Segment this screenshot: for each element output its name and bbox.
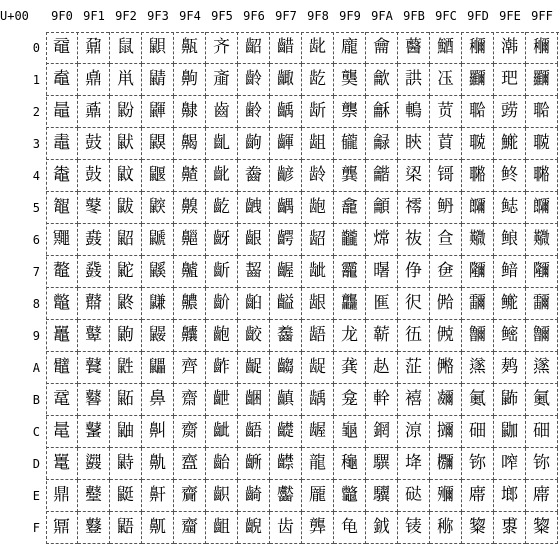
glyph-cell: 鼢	[110, 96, 142, 128]
glyph-cell: 齹	[270, 320, 302, 352]
glyph-cell: 鼔	[78, 160, 110, 192]
row-header: 1	[32, 73, 40, 87]
glyph-cell: 鼓	[78, 128, 110, 160]
glyph-cell: 鼛	[78, 384, 110, 416]
glyph-cell: 龕	[334, 192, 366, 224]
row-header: 9	[32, 329, 40, 343]
glyph-cell: 鿖	[430, 224, 462, 256]
glyph-cell: 鿮	[526, 480, 558, 512]
glyph-cell: 鼆	[46, 224, 78, 256]
glyph-cell: 鼹	[142, 320, 174, 352]
glyph-cell: 鿔	[430, 160, 462, 192]
glyph-cell: 齺	[270, 352, 302, 384]
glyph-cell: 齙	[206, 320, 238, 352]
glyph-cell: 鼁	[46, 64, 78, 96]
glyph-cell: 龤	[366, 160, 398, 192]
glyph-cell: 鿃	[398, 128, 430, 160]
row-header: F	[32, 521, 40, 535]
glyph-cell: 鼱	[142, 64, 174, 96]
glyph-cell: 龋	[302, 384, 334, 416]
glyph-cell: 鼵	[142, 192, 174, 224]
glyph-cell: 龝	[334, 448, 366, 480]
glyph-cell: 齫	[238, 384, 270, 416]
glyph-cell: 龠	[366, 32, 398, 64]
glyph-cell: 鼮	[110, 480, 142, 512]
glyph-cell: 鿫	[462, 384, 494, 416]
row-header: 2	[32, 105, 40, 119]
column-header: 9F1	[83, 9, 105, 23]
glyph-cell: 鿡	[462, 64, 494, 96]
glyph-cell: 齍	[174, 448, 206, 480]
glyph-cell: 齤	[238, 160, 270, 192]
glyph-cell: 鼭	[110, 448, 142, 480]
glyph-cell: 鿮	[462, 480, 494, 512]
glyph-cell: 龊	[302, 352, 334, 384]
column-header: 9F5	[211, 9, 233, 23]
glyph-cell: 鿳	[494, 128, 526, 160]
glyph-cell: 鿻	[494, 384, 526, 416]
glyph-cell: 龨	[366, 288, 398, 320]
column-header: 9FD	[467, 9, 489, 23]
glyph-cell: 黿	[46, 32, 78, 64]
glyph-cell: 鼍	[46, 448, 78, 480]
glyph-cell: 龍	[302, 448, 334, 480]
glyph-cell: 龗	[334, 256, 366, 288]
glyph-cell: 鼴	[142, 160, 174, 192]
glyph-cell: 齝	[206, 448, 238, 480]
glyph-cell: 鿬	[526, 416, 558, 448]
glyph-cell: 鼺	[142, 352, 174, 384]
glyph-cell: 齞	[206, 480, 238, 512]
glyph-cell: 鼠	[110, 32, 142, 64]
row-header: 3	[32, 137, 40, 151]
glyph-cell: 鼪	[110, 352, 142, 384]
glyph-cell: 鼳	[142, 128, 174, 160]
glyph-cell: 龧	[366, 256, 398, 288]
glyph-cell: 鿇	[398, 256, 430, 288]
glyph-cell: 鿫	[526, 384, 558, 416]
glyph-cell: 鼣	[110, 128, 142, 160]
glyph-cell: 鿆	[398, 224, 430, 256]
glyph-cell: 鼈	[46, 288, 78, 320]
glyph-cell: 鼗	[78, 256, 110, 288]
glyph-cell: 鿞	[430, 480, 462, 512]
glyph-cell: 鿙	[430, 320, 462, 352]
glyph-cell: 鼩	[110, 320, 142, 352]
glyph-cell: 鿯	[462, 512, 494, 544]
glyph-cell: 鿒	[430, 96, 462, 128]
glyph-cell: 龣	[366, 128, 398, 160]
glyph-cell: 齽	[270, 448, 302, 480]
glyph-cell: 鿣	[462, 128, 494, 160]
glyph-cell: 鿓	[430, 128, 462, 160]
glyph-cell: 龀	[302, 32, 334, 64]
glyph-cell: 鿦	[462, 224, 494, 256]
glyph-cell: 齉	[174, 320, 206, 352]
glyph-cell: 鿕	[430, 192, 462, 224]
glyph-cell: 鿰	[494, 32, 526, 64]
glyph-cell: 齯	[238, 512, 270, 544]
glyph-cell: 鿷	[494, 256, 526, 288]
glyph-cell: 鿌	[398, 416, 430, 448]
glyph-cell: 齪	[238, 352, 270, 384]
glyph-cell: 鼯	[110, 512, 142, 544]
glyph-cell: 鿠	[526, 32, 558, 64]
column-header: 9FE	[499, 9, 521, 23]
glyph-cell: 鼃	[46, 128, 78, 160]
glyph-cell: 鼂	[46, 96, 78, 128]
glyph-cell: 鿜	[430, 416, 462, 448]
glyph-cell: 鿅	[398, 192, 430, 224]
glyph-cell: 齇	[174, 256, 206, 288]
glyph-cell: 鼽	[142, 448, 174, 480]
glyph-cell: 齕	[206, 192, 238, 224]
glyph-cell: 鿠	[462, 32, 494, 64]
glyph-cell: 鿗	[430, 256, 462, 288]
glyph-cell: 龇	[302, 256, 334, 288]
glyph-cell: 齬	[238, 416, 270, 448]
row-header: C	[32, 425, 40, 439]
glyph-cell: 鿴	[494, 160, 526, 192]
glyph-cell: 鿊	[398, 352, 430, 384]
glyph-cell: 龆	[302, 224, 334, 256]
glyph-cell: 齭	[238, 448, 270, 480]
glyph-cell: 齌	[174, 416, 206, 448]
glyph-cell: 鿲	[494, 96, 526, 128]
glyph-cell: 龭	[366, 448, 398, 480]
glyph-cell: 齢	[238, 96, 270, 128]
glyph-cell: 齳	[270, 128, 302, 160]
glyph-cell: 龪	[366, 352, 398, 384]
glyph-cell: 鼕	[78, 192, 110, 224]
glyph-cell: 龓	[334, 128, 366, 160]
glyph-cell: 齾	[270, 480, 302, 512]
glyph-cell: 鿤	[526, 160, 558, 192]
glyph-cell: 龥	[366, 192, 398, 224]
row-header: E	[32, 489, 40, 503]
glyph-cell: 齟	[206, 512, 238, 544]
glyph-cell: 鿛	[430, 384, 462, 416]
glyph-cell: 龈	[302, 288, 334, 320]
glyph-cell: 鼿	[142, 512, 174, 544]
glyph-cell: 龐	[334, 32, 366, 64]
column-header: 9F0	[51, 9, 73, 23]
row-header: A	[32, 361, 40, 375]
glyph-cell: 鼇	[46, 256, 78, 288]
glyph-cell: 龉	[302, 320, 334, 352]
glyph-cell: 鿩	[526, 320, 558, 352]
glyph-cell: 鿾	[494, 480, 526, 512]
glyph-cell: 鿟	[430, 512, 462, 544]
glyph-cell: 鿱	[494, 64, 526, 96]
glyph-cell: 鿯	[526, 512, 558, 544]
glyph-cell: 齨	[238, 288, 270, 320]
glyph-cell: 鿁	[398, 64, 430, 96]
glyph-cell: 齘	[206, 288, 238, 320]
glyph-cell: 齈	[174, 288, 206, 320]
glyph-cell: 鿈	[398, 288, 430, 320]
glyph-cell: 齄	[174, 160, 206, 192]
glyph-cell: 鿭	[462, 448, 494, 480]
glyph-cell: 鿏	[398, 512, 430, 544]
glyph-cell: 龞	[334, 480, 366, 512]
glyph-cell: 鼒	[78, 96, 110, 128]
glyph-cell: 齩	[238, 320, 270, 352]
glyph-cell: 鿉	[398, 320, 430, 352]
glyph-cell: 鼚	[78, 352, 110, 384]
glyph-cell: 龯	[366, 512, 398, 544]
glyph-cell: 鿥	[526, 192, 558, 224]
glyph-cell: 鿐	[430, 32, 462, 64]
glyph-cell: 齮	[238, 480, 270, 512]
glyph-cell: 鼞	[78, 480, 110, 512]
glyph-cell: 齧	[238, 256, 270, 288]
glyph-cell: 鿍	[398, 448, 430, 480]
glyph-cell: 鼧	[110, 256, 142, 288]
glyph-cell: 龖	[334, 224, 366, 256]
glyph-cell: 齃	[174, 128, 206, 160]
glyph-cell: 鿦	[526, 224, 558, 256]
glyph-cell: 鼬	[110, 416, 142, 448]
glyph-cell: 龌	[302, 416, 334, 448]
glyph-cell: 鼋	[46, 384, 78, 416]
glyph-cell: 龑	[334, 64, 366, 96]
glyph-cell: 龃	[302, 128, 334, 160]
glyph-cell: 齦	[238, 224, 270, 256]
glyph-cell: 鼙	[78, 320, 110, 352]
row-header: 0	[32, 41, 40, 55]
column-header: 9F8	[307, 9, 329, 23]
column-header: 9FF	[531, 9, 553, 23]
glyph-cell: 龡	[366, 64, 398, 96]
glyph-cell: 鼤	[110, 160, 142, 192]
glyph-cell: 齆	[174, 224, 206, 256]
glyph-cell: 齛	[206, 384, 238, 416]
glyph-cell: 齏	[174, 512, 206, 544]
glyph-cell: 鿋	[398, 384, 430, 416]
glyph-cell: 龬	[366, 416, 398, 448]
glyph-cell: 鼟	[78, 512, 110, 544]
glyph-cell: 鿡	[526, 64, 558, 96]
glyph-cell: 鿢	[462, 96, 494, 128]
column-header: 9F4	[179, 9, 201, 23]
glyph-cell: 鿢	[526, 96, 558, 128]
glyph-cell: 鿄	[398, 160, 430, 192]
glyph-cell: 齻	[270, 384, 302, 416]
column-header: 9FA	[371, 9, 393, 23]
column-header: 9F9	[339, 9, 361, 23]
corner-label: U+00	[0, 9, 29, 23]
glyph-cell: 齶	[270, 224, 302, 256]
glyph-cell: 鼜	[78, 416, 110, 448]
glyph-cell: 鿭	[526, 448, 558, 480]
glyph-cell: 鼅	[46, 192, 78, 224]
glyph-cell: 齸	[270, 288, 302, 320]
glyph-cell: 鼑	[78, 64, 110, 96]
glyph-cell: 鼥	[110, 192, 142, 224]
glyph-cell: 鿨	[462, 288, 494, 320]
glyph-cell: 鿶	[494, 224, 526, 256]
row-header: B	[32, 393, 40, 407]
glyph-cell: 鼫	[110, 384, 142, 416]
glyph-cell: 鼐	[78, 32, 110, 64]
glyph-cell: 齔	[206, 160, 238, 192]
glyph-cell: 鿎	[398, 480, 430, 512]
glyph-cell: 齖	[206, 224, 238, 256]
glyph-cell: 龮	[366, 480, 398, 512]
glyph-cell: 鼄	[46, 160, 78, 192]
glyph-cell: 齗	[206, 256, 238, 288]
column-header: 9FC	[435, 9, 457, 23]
glyph-cell: 齋	[174, 384, 206, 416]
glyph-cell: 龩	[366, 320, 398, 352]
glyph-cell: 齀	[174, 32, 206, 64]
column-header: 9F7	[275, 9, 297, 23]
glyph-cell: 齊	[174, 352, 206, 384]
glyph-cell: 齐	[206, 32, 238, 64]
glyph-cell: 鼡	[110, 64, 142, 96]
glyph-cell: 齼	[270, 416, 302, 448]
glyph-cell: 鼷	[142, 256, 174, 288]
glyph-cell: 龚	[334, 352, 366, 384]
glyph-cell: 齿	[270, 512, 302, 544]
glyph-cell: 鼘	[78, 288, 110, 320]
glyph-cell: 龎	[302, 480, 334, 512]
row-header: 7	[32, 265, 40, 279]
glyph-cell: 鼦	[110, 224, 142, 256]
glyph-cell: 鿪	[462, 352, 494, 384]
glyph-cell: 龅	[302, 192, 334, 224]
glyph-cell: 鿀	[398, 32, 430, 64]
glyph-cell: 齅	[174, 192, 206, 224]
glyph-cell: 鼨	[110, 288, 142, 320]
glyph-cell: 鼾	[142, 480, 174, 512]
glyph-cell: 鿥	[462, 192, 494, 224]
glyph-cell: 鼸	[142, 288, 174, 320]
glyph-cell: 齚	[206, 352, 238, 384]
glyph-cell: 鼶	[142, 224, 174, 256]
glyph-cell: 齴	[270, 160, 302, 192]
glyph-cell: 齵	[270, 192, 302, 224]
glyph-cell: 齥	[238, 192, 270, 224]
glyph-cell: 鿩	[462, 320, 494, 352]
glyph-cell: 齠	[238, 32, 270, 64]
glyph-cell: 鿂	[398, 96, 430, 128]
glyph-cell: 龛	[334, 384, 366, 416]
glyph-cell: 鿣	[526, 128, 558, 160]
glyph-cell: 鿸	[494, 288, 526, 320]
glyph-cell: 龜	[334, 416, 366, 448]
glyph-cell: 齷	[270, 256, 302, 288]
glyph-cell: 龄	[302, 160, 334, 192]
column-header: 9F3	[147, 9, 169, 23]
glyph-cell: 龏	[302, 512, 334, 544]
glyph-cell: 齁	[174, 64, 206, 96]
glyph-cell: 鿵	[494, 192, 526, 224]
column-header: 9F2	[115, 9, 137, 23]
glyph-cell: 鿑	[430, 64, 462, 96]
glyph-cell: 鼎	[46, 480, 78, 512]
glyph-cell: 齱	[270, 64, 302, 96]
row-header: 6	[32, 233, 40, 247]
glyph-cell: 鼝	[78, 448, 110, 480]
glyph-cell: 鿤	[462, 160, 494, 192]
glyph-cell: 鼊	[46, 352, 78, 384]
glyph-cell: 鿨	[526, 288, 558, 320]
glyph-cell: 鿪	[526, 352, 558, 384]
glyph-cell: 齰	[270, 32, 302, 64]
glyph-cell: 鼲	[142, 96, 174, 128]
glyph-cell: 鿼	[494, 416, 526, 448]
glyph-cell: 龘	[334, 288, 366, 320]
glyph-cell: 龦	[366, 224, 398, 256]
glyph-cell: 鼻	[142, 384, 174, 416]
row-header: D	[32, 457, 40, 471]
glyph-cell: 齜	[206, 416, 238, 448]
glyph-cell: 鿿	[494, 512, 526, 544]
glyph-cell: 齡	[238, 64, 270, 96]
glyph-cell: 鼼	[142, 416, 174, 448]
glyph-cell: 鿧	[526, 256, 558, 288]
glyph-cell: 鼏	[46, 512, 78, 544]
row-header: 8	[32, 297, 40, 311]
glyph-cell: 齣	[238, 128, 270, 160]
row-header: 4	[32, 169, 40, 183]
glyph-cell: 龟	[334, 512, 366, 544]
column-header: 9FB	[403, 9, 425, 23]
glyph-cell: 鼉	[46, 320, 78, 352]
glyph-cell: 鿺	[494, 352, 526, 384]
glyph-cell: 龢	[366, 96, 398, 128]
glyph-cell: 鿘	[430, 288, 462, 320]
glyph-cell: 龙	[334, 320, 366, 352]
glyph-cell: 鼰	[142, 32, 174, 64]
glyph-cell: 龁	[302, 64, 334, 96]
glyph-cell: 龫	[366, 384, 398, 416]
glyph-cell: 齂	[174, 96, 206, 128]
column-header: 9F6	[243, 9, 265, 23]
glyph-cell: 鿬	[462, 416, 494, 448]
glyph-cell: 鼌	[46, 416, 78, 448]
glyph-cell: 鿧	[462, 256, 494, 288]
glyph-cell: 齎	[174, 480, 206, 512]
glyph-cell: 鿽	[494, 448, 526, 480]
glyph-cell: 龂	[302, 96, 334, 128]
glyph-cell: 齒	[206, 96, 238, 128]
glyph-cell: 龔	[334, 160, 366, 192]
glyph-cell: 鿝	[430, 448, 462, 480]
glyph-cell: 鼖	[78, 224, 110, 256]
glyph-cell: 齲	[270, 96, 302, 128]
glyph-cell: 龒	[334, 96, 366, 128]
glyph-cell: 鿚	[430, 352, 462, 384]
glyph-cell: 齑	[206, 64, 238, 96]
glyph-cell: 鿹	[494, 320, 526, 352]
glyph-cell: 齓	[206, 128, 238, 160]
row-header: 5	[32, 201, 40, 215]
